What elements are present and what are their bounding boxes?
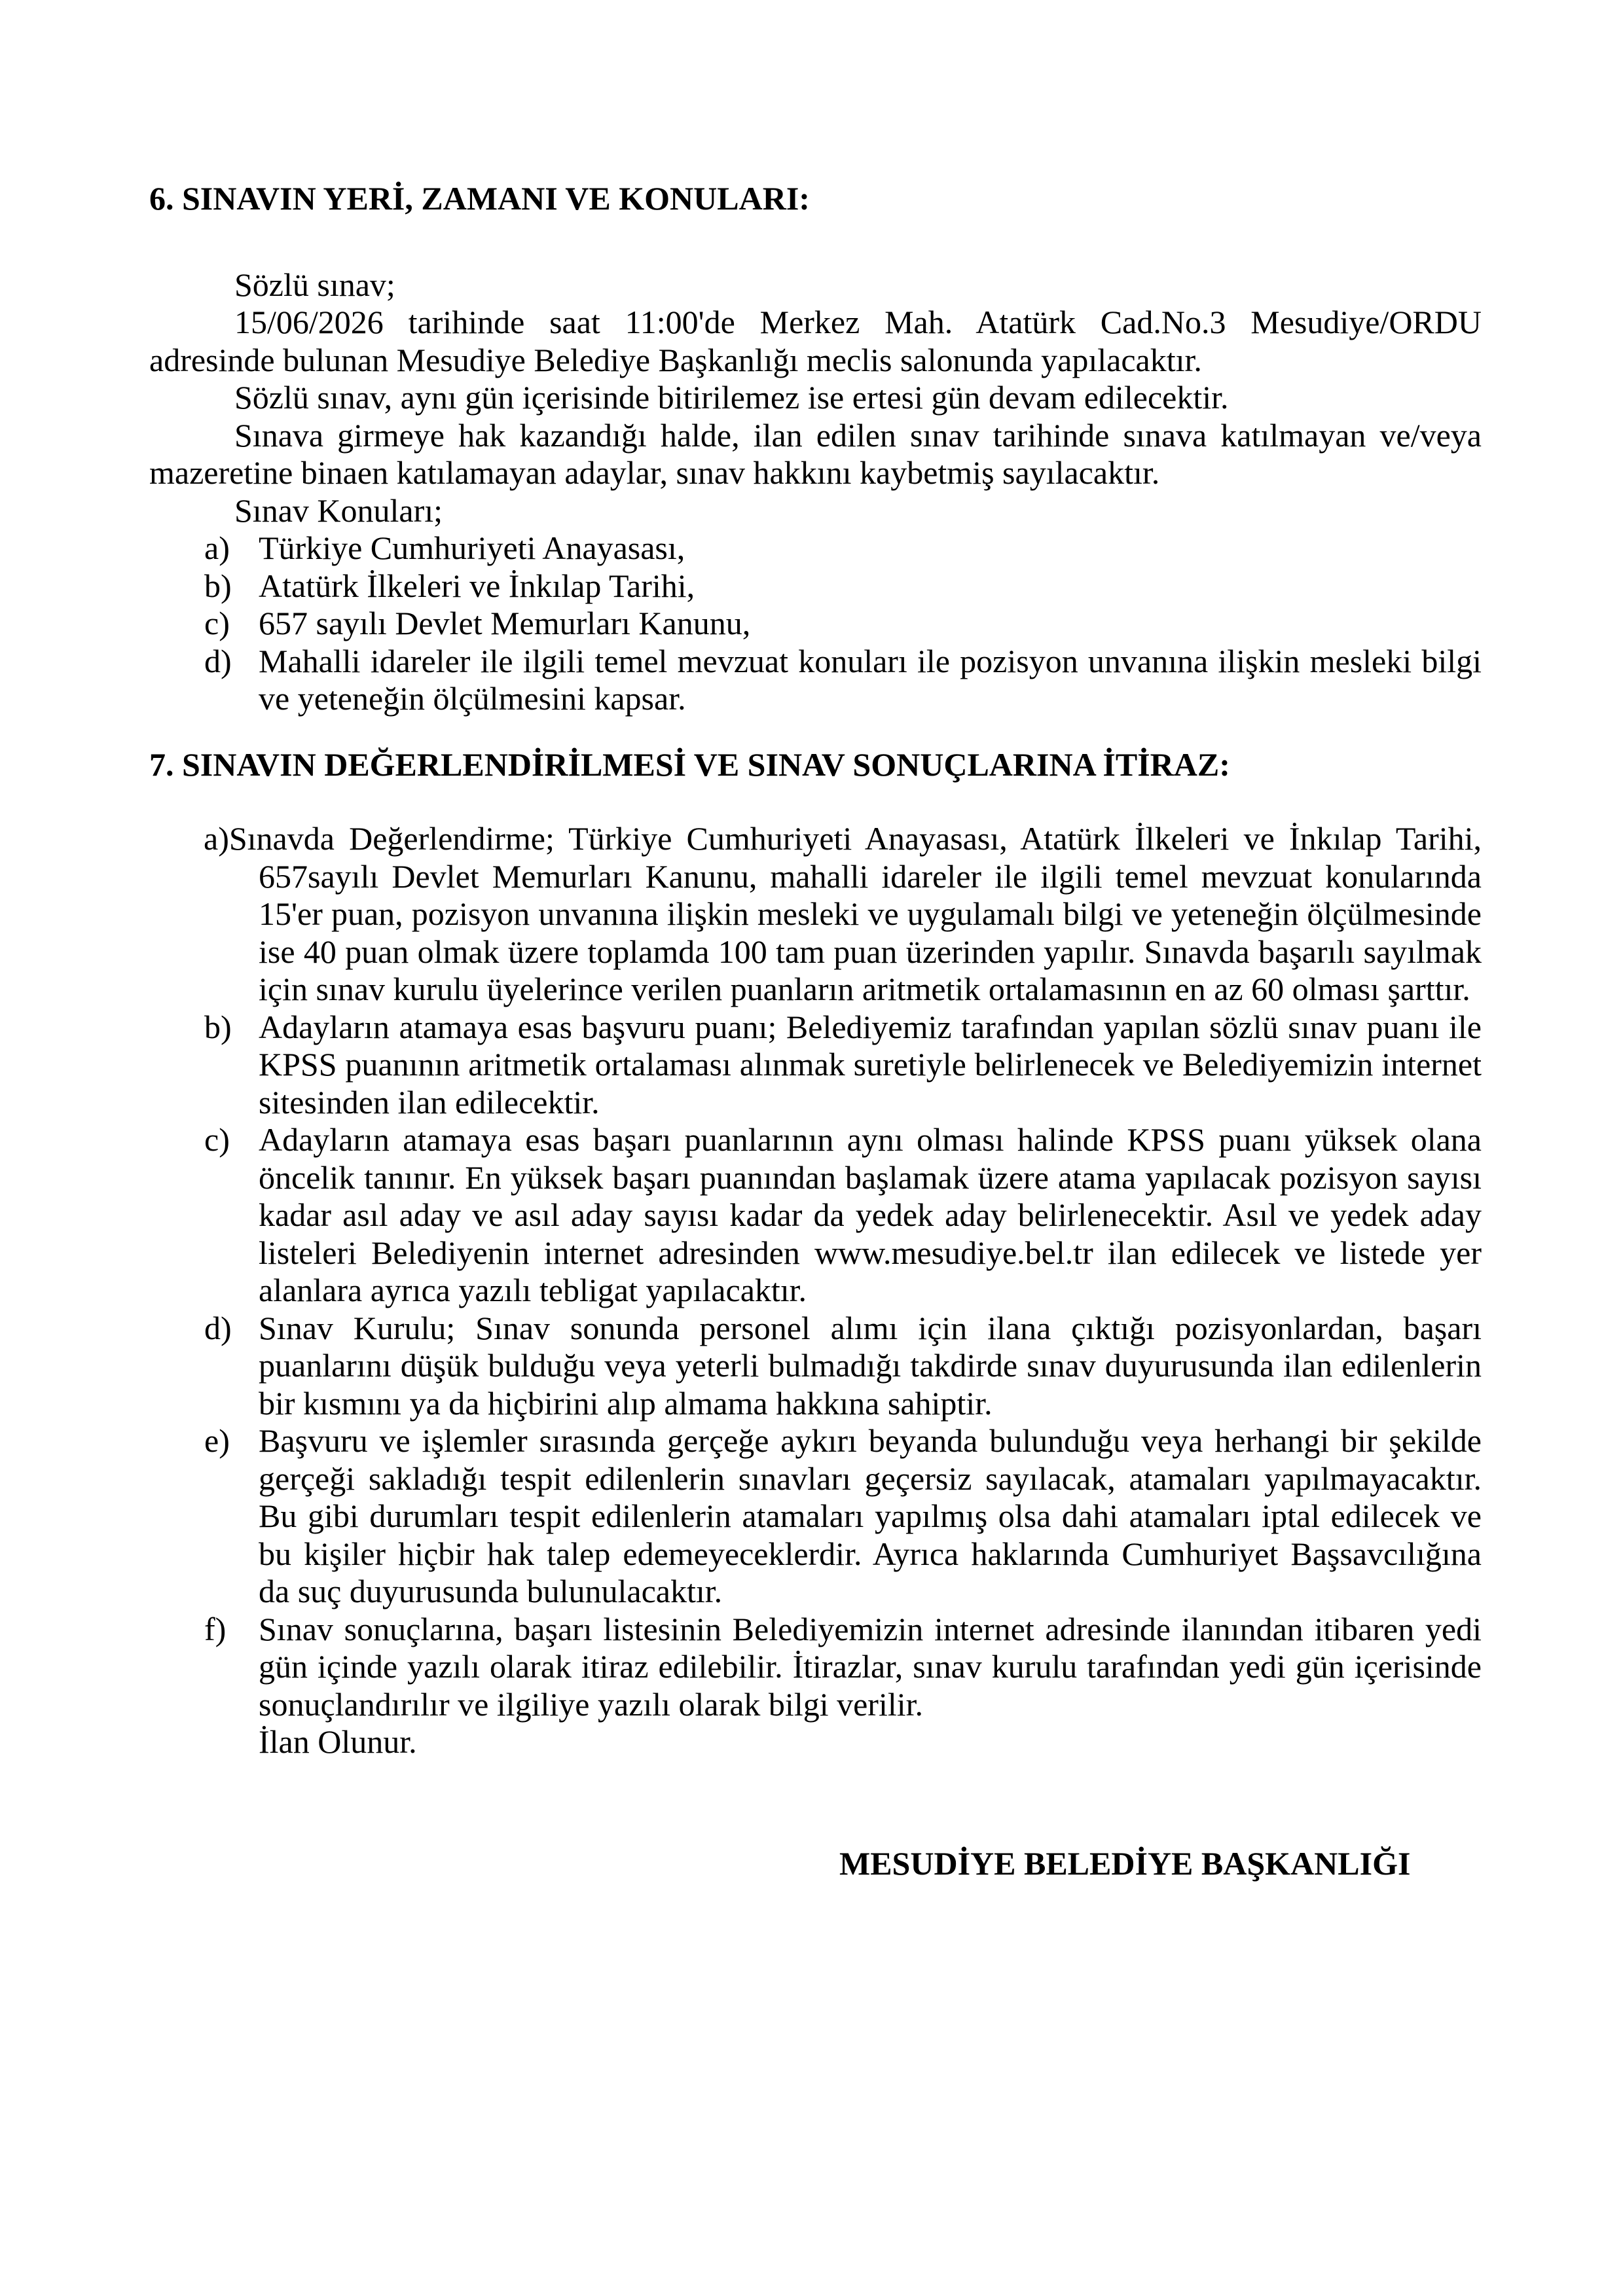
issuing-authority-signature: MESUDİYE BELEDİYE BAŞKANLIĞI: [839, 1844, 1411, 1882]
section-7-list-item-a: [149, 820, 1482, 1009]
list-item-text: Atatürk İlkeleri ve İnkılap Tarihi,: [259, 567, 695, 604]
section-7-list-item-f: [149, 1611, 1482, 1724]
list-item-text: Türkiye Cumhuriyeti Anayasası,: [259, 529, 685, 566]
section-6-paragraph-exam-date-place: 15/06/2026 tarihinde saat 11:00'de Merkez Mah. Atatürk Cad.No.3 Mesudiye/ORDU adresinde bulunan Mesudiye Belediye Başkanlığı meclis salonunda yapılacaktır.: [149, 304, 1482, 378]
section-7-list-item-c: [149, 1121, 1482, 1310]
list-item-label: a): [204, 529, 230, 566]
section-6-paragraph-topics-intro: Sınav Konuları;: [234, 492, 443, 529]
list-item-text: 657 sayılı Devlet Memurları Kanunu,: [259, 605, 751, 641]
list-item-label: b): [204, 567, 232, 604]
section-6-list-item-c: [149, 605, 1482, 643]
list-item-label: d): [204, 1309, 232, 1346]
section-7-list-item-d: [149, 1310, 1482, 1423]
section-6-paragraph-continuation-rule: Sözlü sınav, aynı gün içerisinde bitirilemez ise ertesi gün devam edilecektir.: [234, 379, 1229, 416]
list-item-label: c): [204, 1121, 230, 1158]
section-6-paragraph-sozlu-sinav: Sözlü sınav;: [234, 266, 395, 303]
list-item-text: Adayların atamaya esas başarı puanlarının aynı olması halinde KPSS puanı yüksek olana öncelik tanınır. En yüksek başarı puanından başlamak üzere atama yapılacak pozisyon sayısı kadar asıl aday ve asıl aday sayısı kadar da yedek aday belirlenecektir. Asıl ve yedek aday listeleri Belediyenin internet adresinden www.mesudiye.bel.tr ilan edilecek ve listede yer alanlara ayrıca yazılı tebligat yapılacaktır.: [259, 1121, 1482, 1308]
list-item-label: f): [204, 1610, 227, 1647]
section-6-heading: 6. SINAVIN YERİ, ZAMANI VE KONULARI:: [149, 180, 810, 217]
section-7-list-item-e: [149, 1422, 1482, 1611]
list-item-text: Sınav sonuçlarına, başarı listesinin Belediyemizin internet adresinde ilanından itibaren yedi gün içinde yazılı olarak itiraz edilebilir. İtirazlar, sınav kurulu tarafından yedi gün içerisinde sonuçlandırılır ve ilgiliye yazılı olarak bilgi verilir.: [259, 1610, 1482, 1723]
section-6-list-item-d: [149, 643, 1482, 718]
list-item-text: Adayların atamaya esas başvuru puanı; Belediyemiz tarafından yapılan sözlü sınav puanı ile KPSS puanının aritmetik ortalaması alınmak suretiyle belirlenecek ve Belediyemizin internet sitesinden ilan edilecektir.: [259, 1008, 1482, 1121]
list-item-text: Mahalli idareler ile ilgili temel mevzuat konuları ile pozisyon unvanına ilişkin mesleki bilgi ve yeteneğin ölçülmesini kapsar.: [259, 642, 1482, 717]
list-item-text: Sınav Kurulu; Sınav sonunda personel alımı için ilana çıktığı pozisyonlardan, başarı puanlarını düşük bulduğu veya yeterli bulmadığı takdirde sınav duyurusunda ilan edilenlerin bir kısmını ya da hiçbirini alıp almama hakkına sahiptir.: [259, 1309, 1482, 1422]
list-item-label: a): [204, 820, 229, 857]
list-item-label: b): [204, 1008, 232, 1045]
list-item-text: Başvuru ve işlemler sırasında gerçeğe aykırı beyanda bulunduğu veya herhangi bir şekilde gerçeği sakladığı tespit edilenlerin sınavları geçersiz sayılacak, atamaları yapılmayacaktır. Bu gibi durumları tespit edilenlerin atamaları yapılmış olsa dahi atamaları iptal edilecek ve bu kişiler hiçbir hak talep edemeyeceklerdir. Ayrıca haklarında Cumhuriyet Başsavcılığına da suç duyurusunda bulunulacaktır.: [259, 1422, 1482, 1609]
list-item-text: Sınavda Değerlendirme; Türkiye Cumhuriyeti Anayasası, Atatürk İlkeleri ve İnkılap Tarihi, 657sayılı Devlet Memurları Kanunu, mahalli idareler ile ilgili temel mevzuat konularında 15'er puan, pozisyon unvanına ilişkin mesleki ve uygulamalı bilgi ve yeteneğin ölçülmesinde ise 40 puan olmak üzere toplamda 100 tam puan üzerinden yapılır. Sınavda başarılı sayılmak için sınav kurulu üyelerince verilen puanların aritmetik ortalamasının en az 60 olması şarttır.: [228, 820, 1482, 1007]
section-6-list-item-b: [149, 567, 1482, 605]
section-6-paragraph-absence-rule: Sınava girmeye hak kazandığı halde, ilan edilen sınav tarihinde sınava katılmayan ve/veya mazeretine binaen katılamayan adaylar, sınav hakkını kaybetmiş sayılacaktır.: [149, 416, 1482, 491]
closing-statement: İlan Olunur.: [259, 1723, 417, 1760]
section-6-list-item-a: [149, 529, 1482, 567]
section-7-heading: 7. SINAVIN DEĞERLENDİRİLMESİ VE SINAV SONUÇLARINA İTİRAZ:: [149, 745, 1230, 783]
list-item-label: e): [204, 1422, 230, 1459]
list-item-label: c): [204, 605, 230, 641]
section-7-list-item-b: [149, 1009, 1482, 1122]
list-item-label: d): [204, 642, 232, 679]
